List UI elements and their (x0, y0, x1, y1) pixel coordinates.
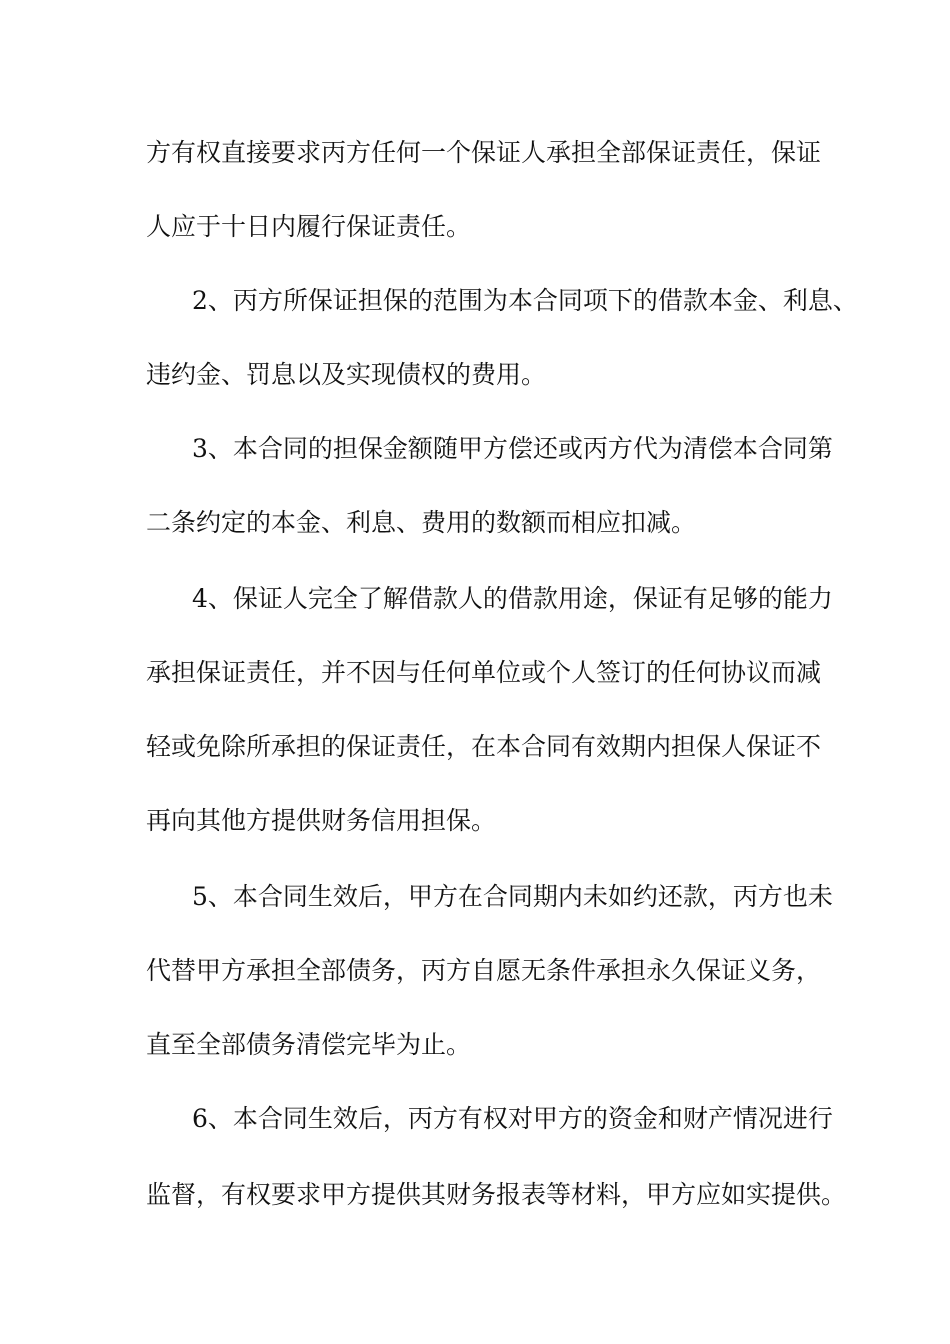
text-line: 违约金、罚息以及实现债权的费用。 (146, 360, 547, 389)
text-line: 监督，有权要求甲方提供其财务报表等材料，甲方应如实提供。 (146, 1180, 847, 1209)
text-line: 代替甲方承担全部债务，丙方自愿无条件承担永久保证义务， (146, 956, 822, 985)
text-line: 承担保证责任，并不因与任何单位或个人签订的任何协议而减 (146, 658, 822, 687)
text-line: 再向其他方提供财务信用担保。 (146, 806, 497, 835)
clause-5-line: 5、本合同生效后，甲方在合同期内未如约还款，丙方也未 (192, 882, 833, 911)
clause-3-line: 3、本合同的担保金额随甲方偿还或丙方代为清偿本合同第 (192, 434, 833, 463)
text-line: 方有权直接要求丙方任何一个保证人承担全部保证责任，保证 (146, 138, 822, 167)
text-line: 二条约定的本金、利息、费用的数额而相应扣减。 (146, 508, 697, 537)
clause-6-line: 6、本合同生效后，丙方有权对甲方的资金和财产情况进行 (192, 1104, 833, 1133)
text-line: 直至全部债务清偿完毕为止。 (146, 1030, 472, 1059)
text-line: 轻或免除所承担的保证责任，在本合同有效期内担保人保证不 (146, 732, 822, 761)
clause-4-line: 4、保证人完全了解借款人的借款用途，保证有足够的能力 (192, 584, 833, 613)
clause-2-line: 2、丙方所保证担保的范围为本合同项下的借款本金、利息、 (192, 286, 858, 315)
text-line: 人应于十日内履行保证责任。 (146, 212, 472, 241)
